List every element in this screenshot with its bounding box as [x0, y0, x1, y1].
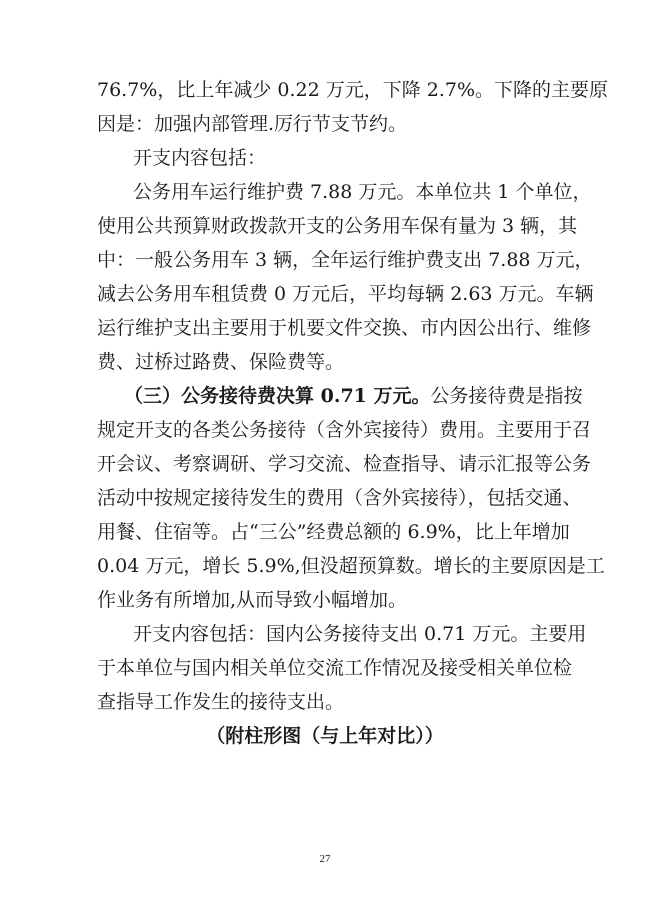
paragraph-line: 开会议、考察调研、学习交流、检查指导、请示汇报等公务 [97, 453, 592, 475]
paragraph-line: 运行维护支出主要用于机要文件交换、市内因公出行、维修 [97, 317, 592, 339]
paragraph-line: 公务用车运行维护费 7.88 万元。本单位共 1 个单位， [133, 181, 592, 203]
paragraph-line: 开支内容包括： [133, 147, 267, 169]
paragraph-line: 于本单位与国内相关单位交流工作情况及接受相关单位检 [97, 657, 573, 679]
section-heading-line [124, 384, 583, 408]
section-heading: （三）公务接待费决算 0.71 万元。 [124, 385, 431, 407]
section-heading-tail: 公务接待费是指按 [430, 385, 583, 407]
paragraph-line: 用餐、住宿等。占“三公”经费总额的 6.9%，比上年增加 [97, 521, 570, 543]
paragraph-line: 作业务有所增加,从而导致小幅增加。 [97, 589, 408, 611]
paragraph-line: 76.7%，比上年减少 0.22 万元，下降 2.7%。下降的主要原 [97, 79, 609, 101]
paragraph-line: 使用公共预算财政拨款开支的公务用车保有量为 3 辆，其 [97, 215, 578, 237]
paragraph-line: 因是：加强内部管理.厉行节支节约。 [97, 113, 408, 135]
page-number: 27 [319, 853, 331, 865]
figure-caption: （附柱形图（与上年对比）） [206, 725, 444, 747]
paragraph-line: 0.04 万元，增长 5.9%,但没超预算数。增长的主要原因是工 [97, 555, 605, 577]
paragraph-line: 规定开支的各类公务接待（含外宾接待）费用。主要用于召 [97, 419, 592, 441]
paragraph-line: 中：一般公务用车 3 辆，全年运行维护费支出 7.88 万元， [97, 249, 594, 271]
paragraph-line: 开支内容包括：国内公务接待支出 0.71 万元。主要用 [133, 623, 587, 645]
paragraph-line: 活动中按规定接待发生的费用（含外宾接待），包括交通、 [97, 487, 582, 509]
paragraph-line: 查指导工作发生的接待支出。 [97, 691, 345, 713]
paragraph-line: 费、过桥过路费、保险费等。 [97, 351, 345, 373]
paragraph-line: 减去公务用车租赁费 0 万元后，平均每辆 2.63 万元。车辆 [97, 283, 594, 305]
